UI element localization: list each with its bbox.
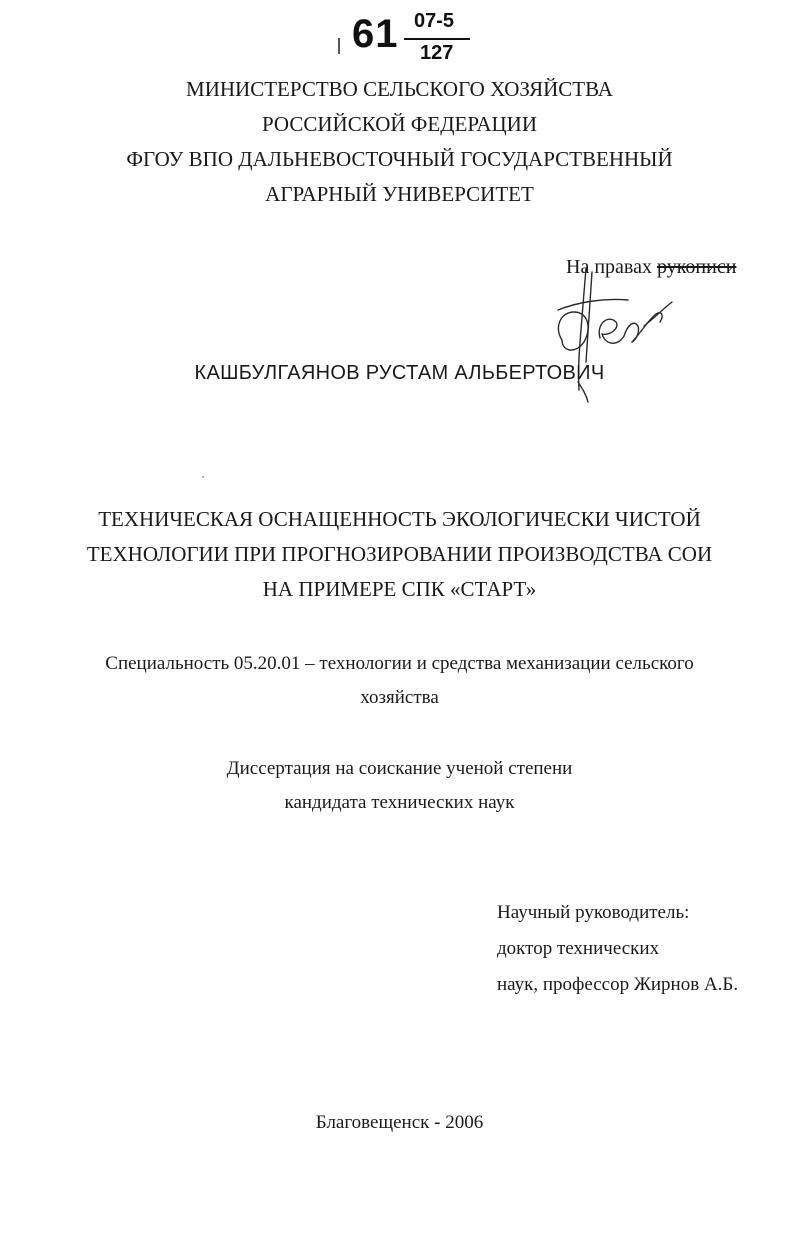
ministry-line: РОССИЙСКОЙ ФЕДЕРАЦИИ [262,112,537,136]
dissertation-title [0,502,799,607]
supervisor-line: наук, профессор Жирнов А.Б. [497,974,739,995]
degree-statement [0,752,799,820]
stamp-bottom-number: 127 [420,42,454,64]
supervisor-line: Научный руководитель: [497,902,690,923]
handwritten-signature [548,262,688,412]
stamp-main-number: 61 [352,12,399,56]
degree-line: кандидата технических наук [284,792,515,813]
stamp-fraction-line [404,38,470,40]
stamp-tick [338,38,340,54]
ministry-line: АГРАРНЫЙ УНИВЕРСИТЕТ [265,182,534,206]
ministry-line: МИНИСТЕРСТВО СЕЛЬСКОГО ХОЗЯЙСТВА [186,77,613,101]
supervisor-line: доктор технических [497,938,660,959]
archive-stamp [352,8,482,68]
city-year: Благовещенск - 2006 [315,1112,484,1133]
degree-line: Диссертация на соискание ученой степени [226,758,573,779]
scan-speck [202,476,204,478]
manuscript-note-struck: рукописи [656,256,737,278]
ministry-line: ФГОУ ВПО ДАЛЬНЕВОСТОЧНЫЙ ГОСУДАРСТВЕННЫЙ [126,147,673,171]
specialty-text [0,647,799,715]
manuscript-note-prefix: На правах [566,256,657,278]
ministry-header [0,72,799,212]
title-line: ТЕХНОЛОГИИ ПРИ ПРОГНОЗИРОВАНИИ ПРОИЗВОДСТВА СОИ [86,542,713,566]
specialty-line: хозяйства [360,687,439,708]
supervisor-block [497,895,738,1003]
author-name: КАШБУЛГАЯНОВ РУСТАМ АЛЬБЕРТОВИЧ [194,362,605,384]
specialty-line: Специальность 05.20.01 – технологии и средства механизации сельского [105,653,694,674]
stamp-top-number: 07-5 [414,10,455,32]
title-line: НА ПРИМЕРЕ СПК «СТАРТ» [262,577,537,601]
title-line: ТЕХНИЧЕСКАЯ ОСНАЩЕННОСТЬ ЭКОЛОГИЧЕСКИ ЧИСТОЙ [98,507,701,531]
